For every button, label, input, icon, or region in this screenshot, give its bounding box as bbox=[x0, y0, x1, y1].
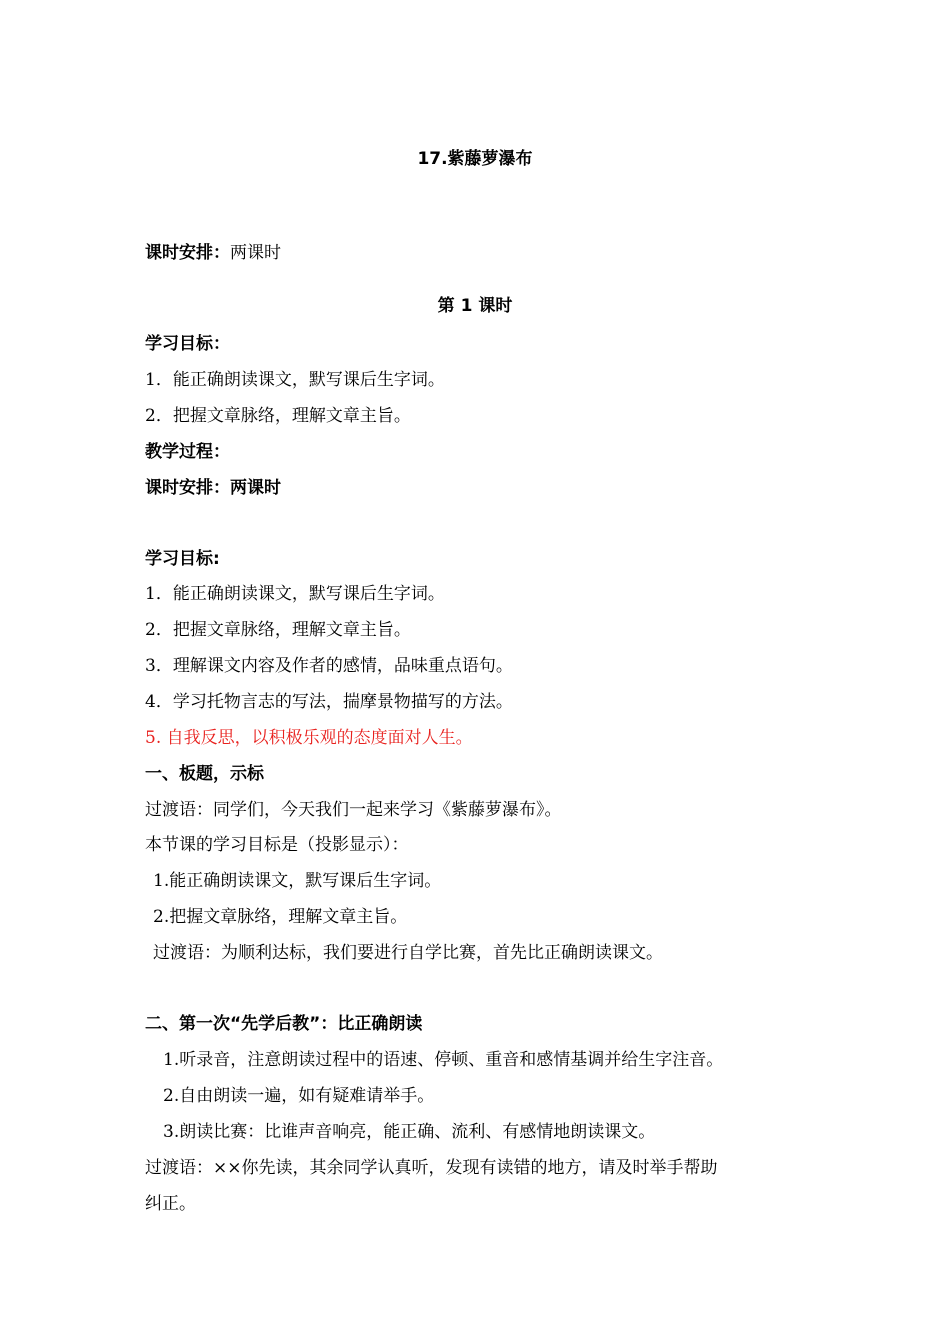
goal-item: 1．能正确朗读课文，默写课后生字词。 bbox=[145, 370, 445, 390]
section-2-item: 2.自由朗读一遍，如有疑难请举手。 bbox=[163, 1086, 435, 1106]
document-title: 17.紫藤萝瀑布 bbox=[417, 149, 533, 169]
goals-heading-2: 学习目标: bbox=[145, 549, 220, 569]
schedule-label: 课时安排： bbox=[145, 243, 230, 263]
section-1-intro: 本节课的学习目标是（投影显示）： bbox=[145, 835, 409, 855]
section-2-transition-line-2: 纠正。 bbox=[145, 1194, 196, 1214]
goal-item: 3．理解课文内容及作者的感情，品味重点语句。 bbox=[145, 656, 513, 676]
lesson-heading: 第 1 课时 bbox=[437, 296, 513, 316]
section-2-transition-line-1: 过渡语：××你先读，其余同学认真听，发现有读错的地方，请及时举手帮助 bbox=[145, 1158, 718, 1178]
schedule-line bbox=[145, 241, 281, 265]
goal-item: 2．把握文章脉络，理解文章主旨。 bbox=[145, 406, 411, 426]
section-2-item: 1.听录音，注意朗读过程中的语速、停顿、重音和感情基调并给生字注音。 bbox=[163, 1050, 724, 1070]
section-1-item: 2.把握文章脉络，理解文章主旨。 bbox=[153, 907, 408, 927]
section-1-heading: 一、板题，示标 bbox=[145, 764, 264, 784]
goal-item: 1．能正确朗读课文，默写课后生字词。 bbox=[145, 584, 445, 604]
schedule-bold-line: 课时安排：两课时 bbox=[145, 478, 281, 498]
schedule-value: 两课时 bbox=[230, 243, 281, 263]
goal-item: 4．学习托物言志的写法，揣摩景物描写的方法。 bbox=[145, 692, 513, 712]
section-1-transition-2: 过渡语：为顺利达标，我们要进行自学比赛，首先比正确朗读课文。 bbox=[153, 943, 663, 963]
goal-item: 2．把握文章脉络，理解文章主旨。 bbox=[145, 620, 411, 640]
section-1-item: 1.能正确朗读课文，默写课后生字词。 bbox=[153, 871, 442, 891]
goal-highlight: 5. 自我反思，以积极乐观的态度面对人生。 bbox=[145, 728, 473, 748]
section-1-transition: 过渡语：同学们，今天我们一起来学习《紫藤萝瀑布》。 bbox=[145, 800, 562, 820]
section-2-item: 3.朗读比赛：比谁声音响亮，能正确、流利、有感情地朗读课文。 bbox=[163, 1122, 656, 1142]
section-2-heading: 二、第一次“先学后教”：比正确朗读 bbox=[145, 1014, 423, 1034]
process-heading: 教学过程： bbox=[145, 442, 230, 462]
goals-heading-1: 学习目标： bbox=[145, 334, 230, 354]
